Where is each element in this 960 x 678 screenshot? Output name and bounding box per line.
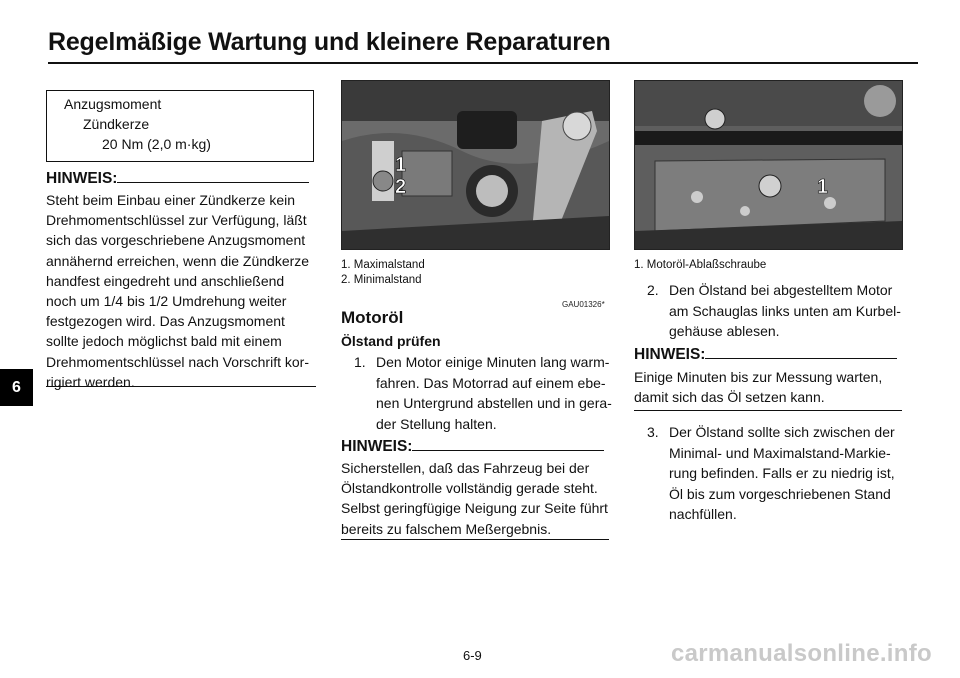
torque-spec-box [46, 90, 314, 162]
note2-text [341, 458, 608, 539]
note1-line: rigiert werden. [46, 373, 135, 390]
torque-label: Anzugsmoment [64, 96, 162, 112]
figure1-marker-1: 1 [395, 154, 407, 176]
note2-line: bereits zu falschem Meßergebnis. [341, 520, 552, 537]
engine-photo-illustration [342, 81, 609, 249]
step-2 [647, 280, 917, 344]
note3-line: damit sich das Öl setzen kann. [634, 389, 825, 406]
step-line: Den Ölstand bei abgestelltem Motor [669, 282, 893, 298]
step-line: rung befinden. Falls er zu niedrig ist, [669, 465, 895, 481]
step-text [669, 422, 895, 525]
step-number: 3. [647, 424, 659, 440]
page-title: Regelmäßige Wartung und kleinere Reparaturen [48, 28, 611, 56]
step-line: fahren. Das Motorrad auf einem ebe- [376, 374, 606, 391]
step-text [376, 352, 612, 434]
note2-heading [341, 438, 604, 456]
section-heading: Motoröl [341, 308, 404, 327]
step-line: der Stellung halten. [376, 415, 497, 432]
step-number: 1. [354, 354, 366, 370]
note2-line: Sicherstellen, daß das Fahrzeug bei der [341, 460, 590, 476]
oil-sight-glass-photo [341, 80, 610, 250]
step-line: nen Untergrund abstellen und in gera- [376, 395, 612, 411]
section-tab: 6 [0, 369, 33, 406]
note2-end-rule [341, 539, 609, 540]
drain-photo-illustration [635, 81, 902, 249]
step-line: Den Motor einige Minuten lang warm- [376, 354, 610, 370]
note1-line: sich das vorgeschriebene Anzugsmoment [46, 232, 306, 249]
note3-line: Einige Minuten bis zur Messung warten, [634, 369, 883, 385]
note3-heading-rule [705, 358, 897, 359]
note1-line: Steht beim Einbau einer Zündkerze kein [46, 192, 296, 208]
watermark: carmanualsonline.info [670, 640, 932, 667]
step-line: nachfüllen. [669, 506, 737, 522]
torque-value: 20 Nm (2,0 m·kg) [102, 136, 211, 152]
step-line: Minimal- und Maximalstand-Markie- [669, 444, 891, 461]
caption-item: 2. Minimalstand [341, 274, 422, 286]
note3-label: HINWEIS: [634, 346, 706, 363]
torque-part: Zündkerze [83, 116, 150, 132]
note1-line: noch um 1/4 bis 1/2 Umdrehung weiter [46, 293, 287, 310]
note1-line: festgezogen wird. Das Anzugsmoment [46, 313, 285, 330]
step-number: 2. [647, 282, 659, 298]
doc-code: GAU01326* [562, 300, 605, 309]
note1-line: Drehmomentschlüssel zur Verfügung, läßt [46, 212, 307, 229]
section-subheading: Ölstand prüfen [341, 333, 441, 349]
note1-label: HINWEIS: [46, 170, 118, 187]
note1-end-rule [46, 386, 316, 387]
figure2-caption [634, 258, 766, 273]
note1-line: sollte jedoch möglichst bald mit einem [46, 333, 282, 350]
oil-drain-bolt-photo [634, 80, 903, 250]
note3-end-rule [634, 410, 902, 411]
note1-heading-rule [117, 182, 309, 183]
step-3 [647, 422, 917, 526]
caption-item: 1. Maximalstand [341, 259, 425, 271]
note2-heading-rule [412, 450, 604, 451]
step-line: Öl bis zum vorgeschriebenen Stand [669, 485, 891, 502]
note2-line: Ölstandkontrolle vollständig gerade steht. [341, 480, 598, 497]
note1-line: Drehmomentschlüssel nach Vorschrift kor- [46, 353, 309, 370]
note1-line: handfest eingedreht und anschließend [46, 272, 285, 289]
figure2-marker-1: 1 [817, 176, 829, 198]
page-number: 6-9 [463, 648, 482, 663]
figure1-marker-2: 2 [395, 176, 407, 198]
figure1-caption [341, 258, 425, 288]
note2-label: HINWEIS: [341, 438, 413, 455]
caption-item: 1. Motoröl-Ablaßschraube [634, 259, 767, 271]
step-line: am Schauglas links unten am Kurbel- [669, 302, 901, 319]
step-1 [354, 352, 614, 436]
step-text [669, 280, 901, 342]
step-line: gehäuse ablesen. [669, 323, 780, 339]
note2-line: Selbst geringfügige Neigung zur Seite führt [341, 500, 608, 517]
note3-text [634, 367, 882, 407]
title-rule [48, 62, 918, 64]
note1-heading [46, 170, 309, 188]
note1-text [46, 190, 309, 392]
step-line: Der Ölstand sollte sich zwischen der [669, 424, 895, 440]
note1-line: annähernd erreichen, wenn die Zündkerze [46, 252, 310, 269]
note3-heading [634, 346, 897, 364]
